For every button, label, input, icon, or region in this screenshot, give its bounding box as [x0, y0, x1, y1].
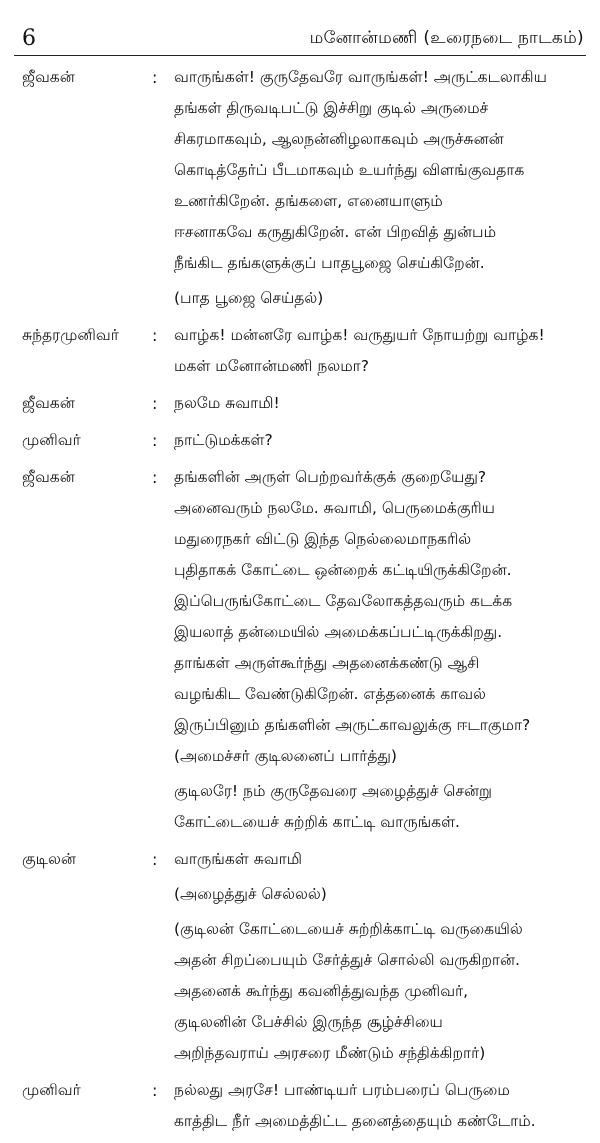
dialogue-line: தங்கள் திருவடிபட்டு இச்சிறு குடில் அருமைச்	[174, 99, 489, 117]
dialogue-line: நாட்டுமக்கள்?	[174, 431, 273, 449]
dialogue-line: நல்லது அரசே! பாண்டியர் பரம்பரைப் பெருமை	[174, 1081, 510, 1099]
dialogue-entry	[0, 425, 600, 456]
stage-direction-line: (பாத பூஜை செய்தல்)	[174, 289, 324, 307]
dialogue-entry	[0, 844, 600, 1069]
dialogue-line: சிகரமாகவும், ஆலநன்னிழலாகவும் அருச்சுனன்	[174, 130, 504, 148]
dialogue-text	[174, 425, 586, 456]
dialogue-text	[174, 1075, 586, 1137]
dialogue-line: மதுரைநகர் விட்டு இந்த நெல்லைமாநகரில்	[174, 530, 472, 548]
dialogue-text	[174, 62, 586, 314]
dialogue-line: வாருங்கள் சுவாமி	[174, 850, 303, 868]
speaker-colon: :	[152, 68, 158, 87]
stage-direction-line: குடிலனின் பேச்சில் இருந்த சூழ்ச்சியை	[174, 1013, 443, 1031]
page-number: 6	[22, 26, 36, 51]
stage-direction-line: (குடிலன் கோட்டையைச் சுற்றிக்காட்டி வருகையில்	[174, 920, 523, 938]
dialogue-text	[174, 462, 586, 838]
dialogue-line: புதிதாகக் கோட்டை ஒன்றைக் கட்டியிருக்கிறேன்.	[174, 561, 512, 579]
speaker-name: முனிவர்	[22, 1081, 81, 1099]
speaker-name: ஜீவகன்	[22, 68, 75, 86]
stage-direction-line: கோட்டையைச் சுற்றிக் காட்டி வாருங்கள்.	[174, 813, 460, 831]
dialogue-line: காத்திட நீர் அமைத்திட்ட தனைத்தையும் கண்டோம்.	[174, 1112, 536, 1130]
dialogue-line: வாழ்க! மன்னரே வாழ்க! வருதுயர் நோயற்று வாழ்க!	[174, 326, 545, 344]
dialogue	[0, 62, 600, 1143]
dialogue-line: நீங்கிட தங்களுக்குப் பாதபூஜை செய்கிறேன்.	[174, 254, 485, 272]
speaker-name: முனிவர்	[22, 431, 81, 449]
speaker-colon: :	[152, 850, 158, 869]
dialogue-text	[174, 844, 586, 1069]
dialogue-line: இருப்பினும் தங்களின் அருட்காவலுக்கு ஈடாகுமா?	[174, 716, 531, 734]
dialogue-line: கொடித்தேர்ப் பீடமாகவும் உயர்ந்து விளங்குவதாக	[174, 161, 525, 179]
speaker-colon: :	[152, 394, 158, 413]
stage-direction-line: குடிலரே! நம் குருதேவரை அழைத்துச் சென்று	[174, 782, 493, 800]
speaker-name: ஜீவகன்	[22, 394, 75, 412]
speaker-colon: :	[152, 326, 158, 345]
dialogue-line: இப்பெருங்கோட்டை தேவலோகத்தவரும் கடக்க	[174, 592, 513, 610]
speaker-name: குடிலன்	[22, 850, 76, 868]
dialogue-text	[174, 320, 586, 382]
dialogue-entry	[0, 320, 600, 382]
speaker-name: ஜீவகன்	[22, 468, 75, 486]
dialogue-line: வாருங்கள்! குருதேவரே வாருங்கள்! அருட்கடலாகிய	[174, 68, 547, 86]
dialogue-line: உணர்கிறேன். தங்களை, எனையாளும்	[174, 192, 443, 210]
dialogue-line: வழங்கிட வேண்டுகிறேன். எத்தனைக் காவல்	[174, 685, 486, 703]
stage-direction-line: அறிந்தவராய் அரசரை மீண்டும் சந்திக்கிறார்)	[174, 1044, 486, 1062]
running-title: மனோன்மணி (உரைநடை நாடகம்)	[309, 28, 584, 48]
dialogue-line: ஈசனாகவே கருதுகிறேன். என் பிறவித் துன்பம்	[174, 223, 497, 241]
stage-direction-line: (அழைத்துச் செல்லல்)	[174, 885, 327, 903]
header-rule	[14, 55, 586, 56]
dialogue-line: இயலாத் தன்மையில் அமைக்கப்பட்டிருக்கிறது.	[174, 623, 503, 641]
speaker-colon: :	[152, 468, 158, 487]
dialogue-line: (அமைச்சர் குடிலனைப் பார்த்து)	[174, 747, 397, 765]
dialogue-entry	[0, 462, 600, 838]
dialogue-line: தாங்கள் அருள்கூர்ந்து அதனைக்கண்டு ஆசி	[174, 654, 480, 672]
dialogue-text	[174, 388, 586, 419]
dialogue-line: நலமே சுவாமி!	[174, 394, 280, 412]
dialogue-entry	[0, 1075, 600, 1137]
dialogue-line: தங்களின் அருள் பெற்றவர்க்குக் குறையேது?	[174, 468, 487, 486]
speaker-colon: :	[152, 1081, 158, 1100]
dialogue-line: மகள் மனோன்மணி நலமா?	[174, 357, 369, 375]
dialogue-entry	[0, 388, 600, 419]
dialogue-entry	[0, 62, 600, 314]
dialogue-line: அனைவரும் நலமே. சுவாமி, பெருமைக்குரிய	[174, 499, 495, 517]
stage-direction-line: அதன் சிறப்பையும் சேர்த்துச் சொல்லி வருகிறான்.	[174, 951, 520, 969]
speaker-colon: :	[152, 431, 158, 450]
stage-direction-line: அதனைக் கூர்ந்து கவனித்துவந்த முனிவர்,	[174, 982, 469, 1000]
speaker-name: சுந்தரமுனிவர்	[22, 326, 119, 344]
